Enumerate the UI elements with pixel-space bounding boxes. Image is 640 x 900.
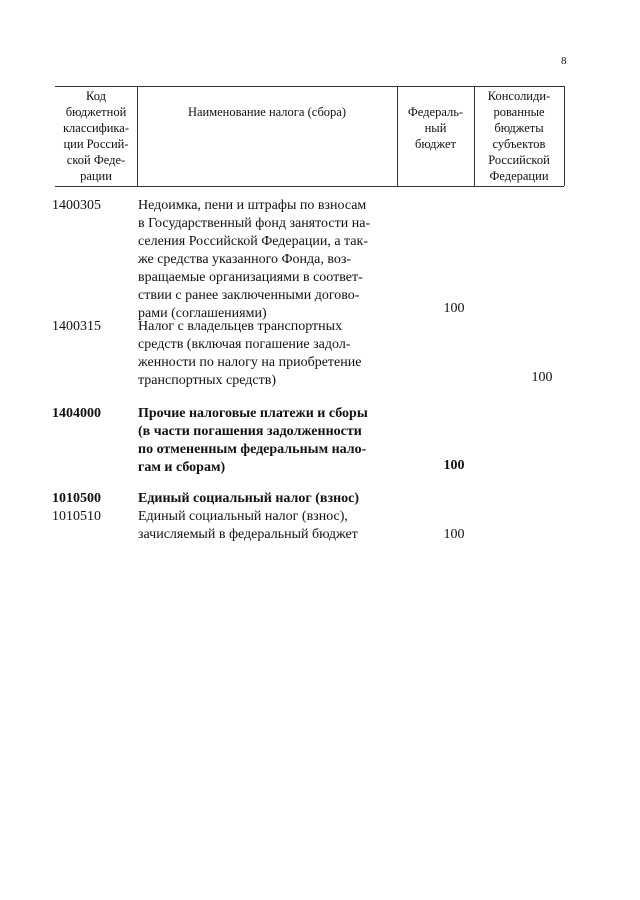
header-federal: Федераль- ный бюджет [407, 105, 464, 151]
row-code: 1404000 [52, 406, 101, 421]
row-code: 1010500 [52, 491, 101, 506]
row-name-line: Налог с владельцев транспортных [138, 319, 343, 334]
header-bottom-rule [55, 186, 564, 187]
row-name [138, 508, 385, 544]
row-federal-value: 100 [443, 527, 465, 542]
header-divider-4 [564, 86, 565, 186]
row-name-line: ствии с ранее заключенными догово- [138, 288, 360, 303]
row-name [138, 197, 385, 323]
row-name [138, 318, 385, 390]
row-federal-value: 100 [443, 458, 465, 473]
row-consolidated-value: 100 [531, 370, 553, 385]
row-code: 1010510 [52, 509, 101, 524]
row-name-line: средств (включая погашение задол- [138, 337, 351, 352]
row-name [138, 490, 385, 508]
row-name [138, 405, 385, 477]
header-consolidated: Консолиди- рованные бюджеты субъектов Российской Федерации [487, 89, 551, 183]
row-name-line: в Государственный фонд занятости на- [138, 216, 371, 231]
row-name-line: гам и сборам) [138, 460, 226, 475]
header-code: Код бюджетной классифика- ции Россий- ской Феде- рации [62, 89, 130, 183]
row-name-line: по отмененным федеральным нало- [138, 442, 367, 457]
row-code: 1400315 [52, 319, 101, 334]
row-name-line: женности по налогу на приобретение [138, 355, 362, 370]
row-name-line: транспортных средств) [138, 373, 277, 388]
row-name-line: Недоимка, пени и штрафы по взносам [138, 198, 367, 213]
row-name-line: вращаемые организациями в соответ- [138, 270, 363, 285]
row-name-line: же средства указанного Фонда, воз- [138, 252, 352, 267]
row-name-line: Единый социальный налог (взнос), [138, 509, 348, 524]
header-name: Наименование налога (сбора) [187, 105, 347, 119]
row-name-line: зачисляемый в федеральный бюджет [138, 527, 358, 542]
row-code: 1400305 [52, 198, 101, 213]
row-name-line: селения Российской Федерации, а так- [138, 234, 369, 249]
row-name-line: рами (соглашениями) [138, 306, 267, 321]
page-number: 8 [561, 55, 567, 67]
row-name-line: Прочие налоговые платежи и сборы [138, 406, 368, 421]
row-name-line: (в части погашения задолженности [138, 424, 362, 439]
row-federal-value: 100 [443, 301, 465, 316]
row-name-line: Единый социальный налог (взнос) [138, 491, 360, 506]
